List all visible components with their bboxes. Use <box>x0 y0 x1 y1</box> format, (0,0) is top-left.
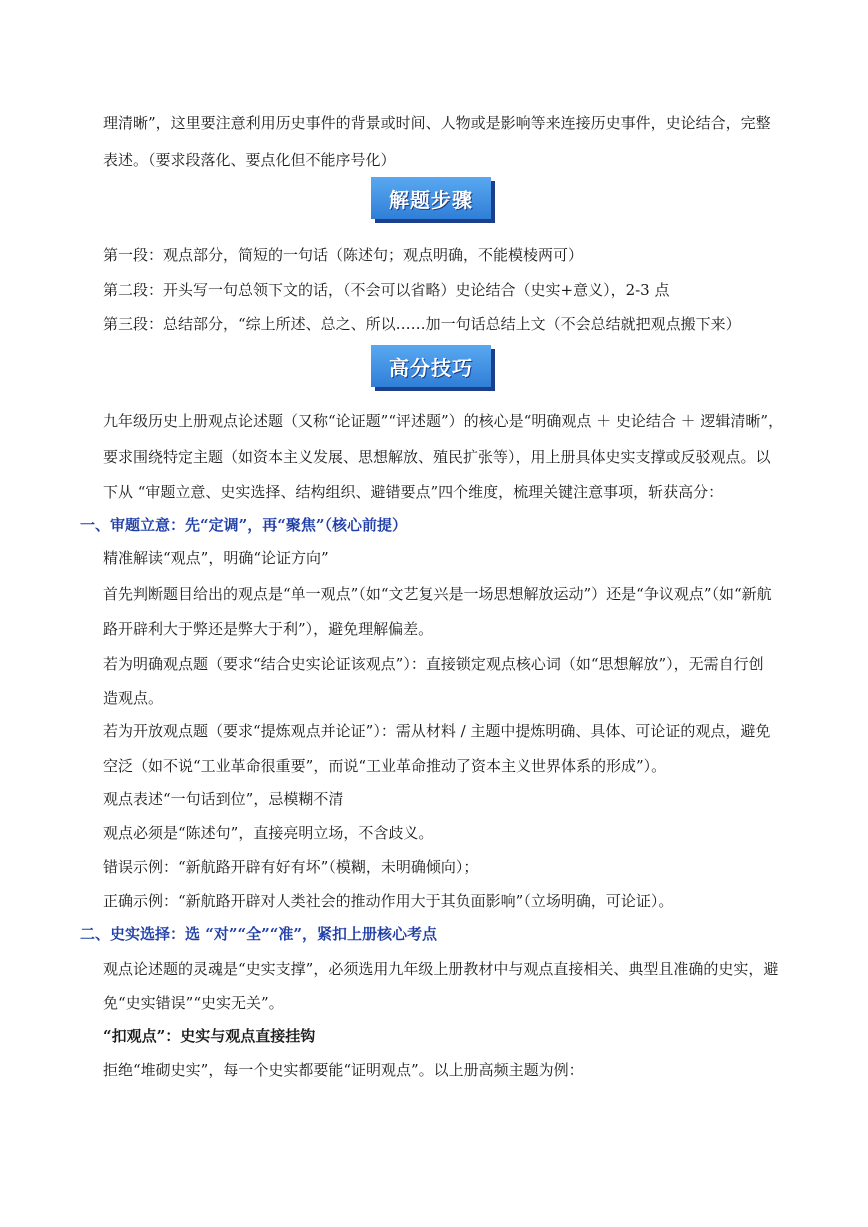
section-1-line: 首先判断题目给出的观点是“单一观点”（如“文艺复兴是一场思想解放运动”）还是“争议观点”（如“新航 <box>103 585 772 603</box>
section-2-heading: 二、史实选择：选 “对”“全”“准”，紧扣上册核心考点 <box>80 925 437 943</box>
section-1-line: 错误示例：“新航路开辟有好有坏”（模糊，未明确倾向）； <box>103 858 479 876</box>
section-1-line: 路开辟利大于弊还是弊大于利”），避免理解偏差。 <box>103 620 434 638</box>
section-1-line: 正确示例：“新航路开辟对人类社会的推动作用大于其负面影响”（立场明确，可论证）。 <box>103 892 674 910</box>
tips-para-line-1: 九年级历史上册观点论述题（又称“论证题”“评述题”）的核心是“明确观点 ＋ 史论结合 ＋ 逻辑清晰”， <box>103 412 784 430</box>
tips-para-line-2: 要求围绕特定主题（如资本主义发展、思想解放、殖民扩张等），用上册具体史实支撑或反驳观点。以 <box>103 448 771 466</box>
tips-badge <box>371 345 495 391</box>
step-3: 第三段：总结部分，“综上所述、总之、所以……加一句话总结上文（不会总结就把观点搬下来） <box>103 315 741 333</box>
steps-badge-label: 解题步骤 <box>389 187 473 212</box>
section-2-line: 免“史实错误”“史实无关”。 <box>103 994 284 1012</box>
tips-para-line-3: 下从 “审题立意、史实选择、结构组织、避错要点”四个维度，梳理关键注意事项，斩获高分： <box>103 483 724 501</box>
intro-line-2: 表述。（要求段落化、要点化但不能序号化） <box>103 151 396 169</box>
section-1-line: 空泛（如不说“工业革命很重要”，而说“工业革命推动了资本主义世界体系的形成”）。 <box>103 757 667 775</box>
section-1-heading: 一、审题立意：先“定调”，再“聚焦”（核心前提） <box>80 516 408 534</box>
section-2-line: 观点论述题的灵魂是“史实支撑”，必须选用九年级上册教材中与观点直接相关、典型且准确的史实，避 <box>103 960 779 978</box>
section-1-line: 观点表述“一句话到位”，忌模糊不清 <box>103 790 344 808</box>
section-1-line: 造观点。 <box>103 689 164 707</box>
step-1: 第一段：观点部分，简短的一句话（陈述句；观点明确，不能模棱两可） <box>103 246 584 264</box>
intro-line-1: 理清晰”，这里要注意利用历史事件的背景或时间、人物或是影响等来连接历史事件，史论结合，完整 <box>103 114 771 132</box>
section-1-line: 精准解读“观点”，明确“论证方向” <box>103 549 329 567</box>
tips-badge-label: 高分技巧 <box>389 355 473 380</box>
steps-badge <box>371 177 495 223</box>
section-1-line: 若为明确观点题（要求“结合史实论证该观点”）：直接锁定观点核心词（如“思想解放”），无需自行创 <box>103 655 764 673</box>
section-1-line: 观点必须是“陈述句”，直接亮明立场，不含歧义。 <box>103 824 434 842</box>
section-1-line: 若为开放观点题（要求“提炼观点并论证”）：需从材料 / 主题中提炼明确、具体、可论证的观点，避免 <box>103 722 771 740</box>
section-2-line: 拒绝“堆砌史实”，每一个史实都要能“证明观点”。以上册高频主题为例： <box>103 1061 584 1079</box>
step-2: 第二段：开头写一句总领下文的话，（不会可以省略）史论结合（史实+意义），2-3 点 <box>103 281 670 299</box>
section-2-subheading: “扣观点”：史实与观点直接挂钩 <box>103 1027 316 1045</box>
